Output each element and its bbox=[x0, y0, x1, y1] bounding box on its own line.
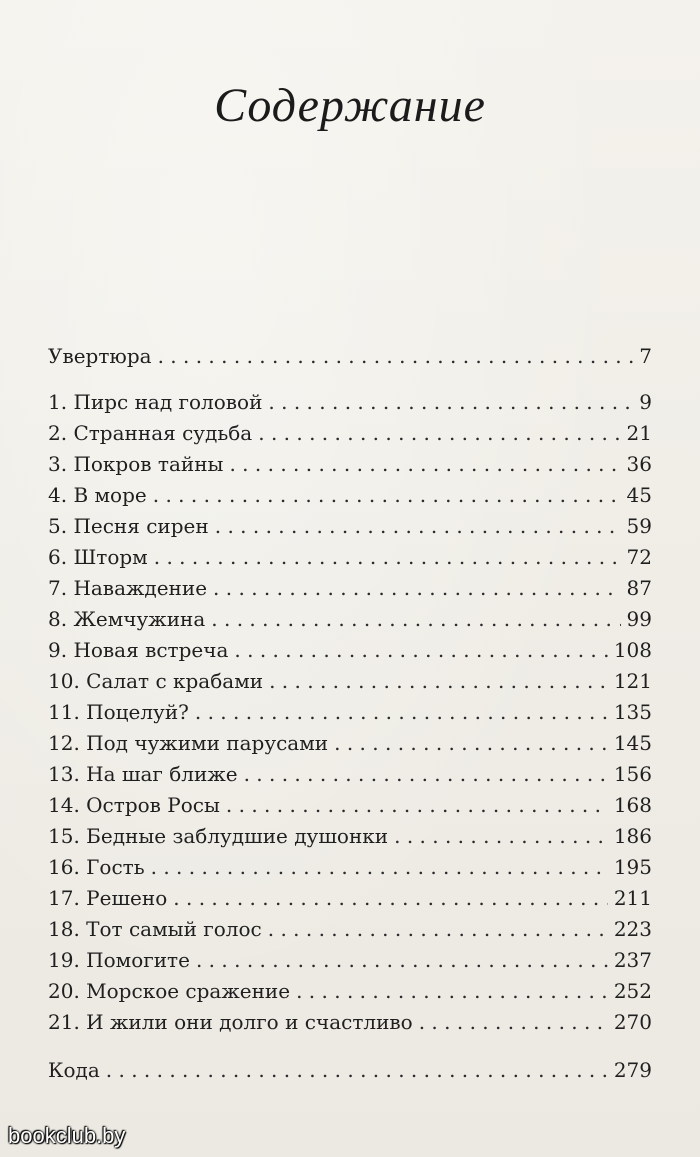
toc-entry bbox=[48, 572, 652, 604]
toc-entry-page: 121 bbox=[613, 669, 652, 693]
toc-entry-label: 4. В море bbox=[48, 483, 147, 507]
toc-entry bbox=[48, 634, 652, 666]
toc-entry-page: 186 bbox=[613, 824, 652, 848]
toc-entry-label: 13. На шаг ближе bbox=[48, 762, 238, 786]
toc-leader-dots bbox=[258, 417, 620, 449]
toc-entry-page: 156 bbox=[613, 762, 652, 786]
toc-entry bbox=[48, 665, 652, 697]
toc-entry-page: 36 bbox=[626, 452, 652, 476]
toc-leader-dots bbox=[215, 510, 621, 542]
toc-entry-label: 17. Решено bbox=[48, 886, 168, 910]
toc-entry-label: 8. Жемчужина bbox=[48, 607, 206, 631]
toc-entry-label: 5. Песня сирен bbox=[48, 514, 209, 538]
toc-leader-dots bbox=[268, 386, 633, 418]
toc-entry-page: 59 bbox=[626, 514, 652, 538]
toc-entry-label: 20. Морское сражение bbox=[48, 979, 291, 1003]
toc-entry-page: 99 bbox=[626, 607, 652, 631]
toc-entry bbox=[48, 448, 652, 480]
toc-entry-page: 9 bbox=[639, 390, 652, 414]
toc-leader-dots bbox=[334, 727, 608, 759]
toc-entry bbox=[48, 603, 652, 635]
toc-entry-page: 45 bbox=[626, 483, 652, 507]
toc-entry bbox=[48, 789, 652, 821]
toc-entry bbox=[48, 1006, 652, 1038]
toc-entry bbox=[48, 340, 652, 372]
page-title: Содержание bbox=[214, 79, 486, 132]
toc-entry-label: 11. Поцелуй? bbox=[48, 700, 189, 724]
toc-leader-dots bbox=[151, 851, 608, 883]
toc-entry-label: 21. И жили они долго и счастливо bbox=[48, 1010, 413, 1034]
toc-entry-label: 15. Бедные заблудшие душонки bbox=[48, 824, 389, 848]
toc-leader-dots bbox=[234, 634, 607, 666]
toc-entry-page: 108 bbox=[613, 638, 652, 662]
toc-leader-dots bbox=[196, 944, 608, 976]
toc-entry bbox=[48, 386, 652, 418]
toc-leader-dots bbox=[158, 340, 634, 372]
toc-leader-dots bbox=[268, 913, 608, 945]
toc-entry bbox=[48, 479, 652, 511]
toc-entry-label: 6. Шторм bbox=[48, 545, 148, 569]
toc-leader-dots bbox=[419, 1006, 608, 1038]
toc-leader-dots bbox=[106, 1054, 608, 1086]
toc-entry bbox=[48, 510, 652, 542]
toc-entry-label: 19. Помогите bbox=[48, 948, 190, 972]
toc-entry-page: 252 bbox=[613, 979, 652, 1003]
toc-entry-page: 21 bbox=[626, 421, 652, 445]
toc-leader-dots bbox=[154, 541, 621, 573]
toc-entry bbox=[48, 975, 652, 1007]
toc-entry-label: 18. Тот самый голос bbox=[48, 917, 262, 941]
toc-entry bbox=[48, 758, 652, 790]
toc-entry-page: 223 bbox=[613, 917, 652, 941]
toc-entry-page: 237 bbox=[613, 948, 652, 972]
toc-entry-label: 9. Новая встреча bbox=[48, 638, 229, 662]
toc-entry bbox=[48, 820, 652, 852]
toc-leader-dots bbox=[394, 820, 608, 852]
toc-entry-page: 195 bbox=[613, 855, 652, 879]
toc-entry-label: 1. Пирс над головой bbox=[48, 390, 263, 414]
toc-entry-label: Кода bbox=[48, 1058, 100, 1082]
toc-entry-page: 7 bbox=[639, 344, 652, 368]
toc-entry-page: 279 bbox=[613, 1058, 652, 1082]
toc-entry-page: 168 bbox=[613, 793, 652, 817]
toc-entry-label: 10. Салат с крабами bbox=[48, 669, 264, 693]
toc-entry bbox=[48, 1054, 652, 1086]
toc-entry-label: 12. Под чужими парусами bbox=[48, 731, 329, 755]
toc-leader-dots bbox=[153, 479, 621, 511]
toc-entry bbox=[48, 851, 652, 883]
toc-leader-dots bbox=[211, 603, 620, 635]
toc-leader-dots bbox=[296, 975, 608, 1007]
toc-entry-label: 3. Покров тайны bbox=[48, 452, 224, 476]
toc-entry bbox=[48, 944, 652, 976]
toc-leader-dots bbox=[269, 665, 608, 697]
toc-leader-dots bbox=[229, 448, 620, 480]
toc-entry-page: 72 bbox=[626, 545, 652, 569]
toc-entry-page: 270 bbox=[613, 1010, 652, 1034]
site-watermark: bookclub.by bbox=[8, 1123, 126, 1148]
toc-leader-dots bbox=[173, 882, 608, 914]
toc-entry-page: 135 bbox=[613, 700, 652, 724]
toc-leader-dots bbox=[244, 758, 608, 790]
toc-entry bbox=[48, 541, 652, 573]
toc-entry bbox=[48, 696, 652, 728]
toc-entry bbox=[48, 882, 652, 914]
toc-entry-label: Увертюра bbox=[48, 344, 152, 368]
toc-leader-dots bbox=[213, 572, 621, 604]
toc-entry-page: 145 bbox=[613, 731, 652, 755]
toc-entry-label: 7. Наваждение bbox=[48, 576, 208, 600]
toc-entry bbox=[48, 417, 652, 449]
toc-entry-page: 211 bbox=[613, 886, 652, 910]
toc-entry bbox=[48, 913, 652, 945]
toc-entry-label: 16. Гость bbox=[48, 855, 145, 879]
toc-entry-label: 14. Остров Росы bbox=[48, 793, 220, 817]
toc-entry-page: 87 bbox=[626, 576, 652, 600]
toc-entry-label: 2. Странная судьба bbox=[48, 421, 253, 445]
toc-leader-dots bbox=[195, 696, 608, 728]
toc-leader-dots bbox=[226, 789, 608, 821]
toc-entry bbox=[48, 727, 652, 759]
